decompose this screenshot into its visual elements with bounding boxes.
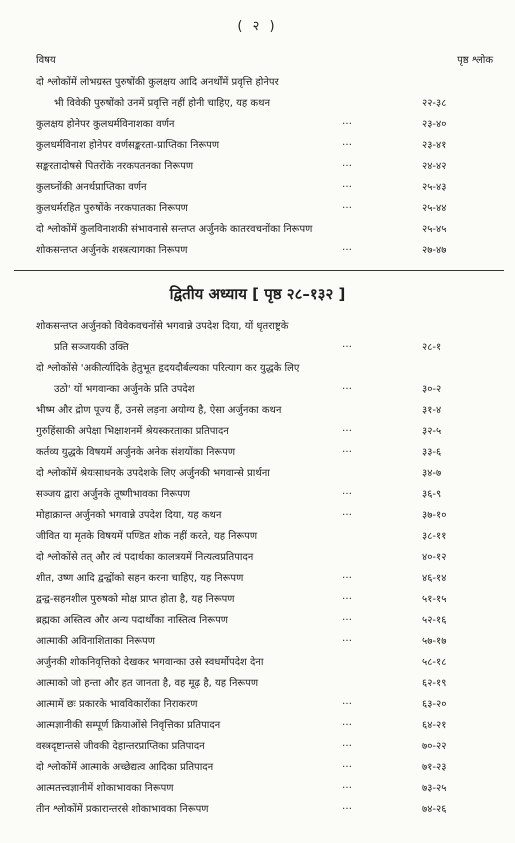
entry-text: अर्जुनकी शोकनिवृत्तिको देखकर भगवान्का उसे स्वधर्मोपदेश देना <box>36 657 264 668</box>
entry-text: दो श्लोकोंमें श्रेयःसाधनके उपदेशके लिए अर्जुनकी भगवान्से प्रार्थना <box>36 468 270 479</box>
entry-page-verse: २५-४३ <box>422 182 447 193</box>
entry-page-verse: ५२-१६ <box>422 615 447 626</box>
entry-text: प्रति सञ्जयकी उक्ति <box>54 342 129 353</box>
contents-entry <box>0 654 515 674</box>
entry-leader: … <box>342 507 352 518</box>
contents-entry <box>0 137 515 157</box>
entry-page-verse: २५-४५ <box>422 224 447 235</box>
entry-page-verse: ३८-११ <box>422 531 447 542</box>
contents-entry <box>0 633 515 653</box>
entry-page-verse: ३६-९ <box>422 489 442 500</box>
contents-entry <box>0 507 515 527</box>
contents-entry <box>0 738 515 758</box>
entry-leader: … <box>342 612 352 623</box>
contents-entry <box>0 318 515 338</box>
entry-text: शीत, उष्ण आदि द्वन्द्वोंको सहन करना चाहिए, यह निरूपण <box>36 573 244 584</box>
entry-text: शोकसन्तप्त अर्जुनके शस्त्रत्यागका निरूपण <box>36 245 188 256</box>
entry-text: कुलधर्मरहित पुरुषोंके नरकपातका निरूपण <box>36 203 188 214</box>
entry-page-verse: ७३-२५ <box>422 783 447 794</box>
entry-text: कुलघ्नोंकी अनर्थप्राप्तिका वर्णन <box>36 182 147 193</box>
entry-page-verse: ३२-५ <box>422 426 442 437</box>
entry-leader: … <box>342 158 352 169</box>
entry-text: कर्तव्य युद्धके विषयमें अर्जुनके अनेक संशयोंका निरूपण <box>36 447 236 458</box>
entry-text: तीन श्लोकोंमें प्रकारान्तरसे शोकाभावका निरूपण <box>36 804 209 815</box>
contents-entry <box>0 591 515 611</box>
entry-page-verse: २३-४० <box>422 119 447 130</box>
contents-entry <box>0 570 515 590</box>
contents-entry <box>0 402 515 422</box>
contents-entry <box>0 528 515 548</box>
entry-text: भीष्म और द्रोण पूज्य हैं, उनसे लड़ना अयोग्य है, ऐसा अर्जुनका कथन <box>36 405 282 416</box>
entry-page-verse: ७४-२६ <box>422 804 447 815</box>
entry-text: मोहाक्रान्त अर्जुनको भगवान्ने उपदेश दिया, यह कथन <box>36 510 222 521</box>
chapter-2-heading: द्वितीय अध्याय [ पृष्ठ २८–१३२ ] <box>169 285 346 303</box>
entry-leader: … <box>342 633 352 644</box>
entry-leader: … <box>342 381 352 392</box>
entry-page-verse: ३१-४ <box>422 405 442 416</box>
entry-page-verse: ३३-६ <box>422 447 442 458</box>
contents-entry <box>0 696 515 716</box>
contents-entry <box>0 179 515 199</box>
entry-leader: … <box>342 423 352 434</box>
entry-leader: … <box>342 801 352 812</box>
entry-page-verse: ३४-७ <box>422 468 442 479</box>
entry-text: दो श्लोकोंमें लोभग्रस्त पुरुषोंकी कुलक्षय आदि अनर्थोंमें प्रवृत्ति होनेपर <box>36 77 279 88</box>
entry-leader: … <box>342 137 352 148</box>
contents-entry <box>0 486 515 506</box>
entry-text: दो श्लोकोंसे तत् और त्वं पदार्थका कालत्रयमें नित्यत्वप्रतिपादन <box>36 552 254 563</box>
entry-page-verse: ७१-२३ <box>422 762 447 773</box>
entry-text: आत्मामें छः प्रकारके भावविकारोंका निराकरण <box>36 699 198 710</box>
entry-text: आत्मज्ञानीकी सम्पूर्ण क्रियाओंसे निवृत्तिका प्रतिपादन <box>36 720 221 731</box>
entry-page-verse: ५७-१७ <box>422 636 447 647</box>
entry-page-verse: २४-४२ <box>422 161 447 172</box>
contents-entry <box>0 339 515 359</box>
contents-entry <box>0 242 515 262</box>
entry-page-verse: ५१-१५ <box>422 594 447 605</box>
divider <box>14 270 504 271</box>
entry-leader: … <box>342 179 352 190</box>
entry-leader: … <box>342 738 352 749</box>
contents-entry <box>0 675 515 695</box>
entry-leader: … <box>342 780 352 791</box>
column-header-subject: विषय <box>36 55 56 66</box>
entry-page-verse: ५८-१८ <box>422 657 447 668</box>
contents-entry <box>0 381 515 401</box>
entry-text: आत्माकी अविनाशिताका निरूपण <box>36 636 155 647</box>
entry-leader: … <box>342 591 352 602</box>
entry-text: सङ्करतादोषसे पितरोंके नरकपतनका निरूपण <box>36 161 194 172</box>
entry-leader: … <box>342 200 352 211</box>
entry-text: द्वन्द्व-सहनशील पुरुषको मोक्ष प्राप्त होता है, यह निरूपण <box>36 594 235 605</box>
entry-leader: … <box>342 339 352 350</box>
entry-text: ब्रह्मका अस्तित्व और अन्य पदार्थोंका नास्तित्व निरूपण <box>36 615 228 626</box>
page-number: ( २ ) <box>237 19 278 34</box>
column-header-page-verse: पृष्ठ श्लोक <box>457 55 493 66</box>
entry-page-verse: २५-४४ <box>422 203 447 214</box>
contents-entry <box>0 221 515 241</box>
entry-leader: … <box>342 486 352 497</box>
contents-entry <box>0 116 515 136</box>
entry-page-verse: २८-१ <box>422 342 442 353</box>
entry-page-verse: ७०-२२ <box>422 741 447 752</box>
entry-leader: … <box>342 759 352 770</box>
entry-leader: … <box>342 242 352 253</box>
entry-text: कुलक्षय होनेपर कुलधर्मविनाशका वर्णन <box>36 119 175 130</box>
contents-entry <box>0 717 515 737</box>
entry-text: शोकसन्तप्त अर्जुनको विवेकवचनोंसे भगवान्ने उपदेश दिया, यों धृतराष्ट्रके <box>36 321 289 332</box>
entry-leader: … <box>342 444 352 455</box>
contents-entry <box>0 95 515 115</box>
entry-page-verse: ६३-२० <box>422 699 447 710</box>
contents-entry <box>0 74 515 94</box>
contents-entry <box>0 444 515 464</box>
entry-leader: … <box>342 696 352 707</box>
contents-entry <box>0 780 515 800</box>
contents-entry <box>0 549 515 569</box>
entry-page-verse: २३-४१ <box>422 140 447 151</box>
entry-text: उठो' यों भगवान्का अर्जुनके प्रति उपदेश <box>54 384 195 395</box>
contents-entry <box>0 158 515 178</box>
entry-page-verse: ६४-२१ <box>422 720 447 731</box>
entry-page-verse: ६२-१९ <box>422 678 447 689</box>
entry-text: दो श्लोकोंसे 'अकीर्त्यादिके हेतुभूत हृदयदौर्बल्यका परित्याग कर युद्धके लिए <box>36 363 300 374</box>
entry-text: कुलधर्मविनाश होनेपर वर्णसङ्करता-प्राप्तिका निरूपण <box>36 140 220 151</box>
entry-text: आत्माको जो हन्ता और हत जानता है, वह मूढ़ है, यह निरूपण <box>36 678 259 689</box>
entry-leader: … <box>342 717 352 728</box>
contents-entry <box>0 465 515 485</box>
entry-text: भी विवेकी पुरुषोंको उनमें प्रवृत्ति नहीं होनी चाहिए, यह कथन <box>54 98 271 109</box>
entry-page-verse: ३०-२ <box>422 384 442 395</box>
entry-text: दो श्लोकोंमें आत्माके अच्छेद्यत्व आदिका प्रतिपादन <box>36 762 214 773</box>
contents-entry <box>0 759 515 779</box>
entry-text: सञ्जय द्वारा अर्जुनके तूष्णीभावका निरूपण <box>36 489 191 500</box>
entry-page-verse: ३७-१० <box>422 510 447 521</box>
entry-text: दो श्लोकोंमें कुलविनाशकी संभावनासे सन्तप्त अर्जुनके कातरवचनोंका निरूपण <box>36 224 313 235</box>
entry-text: जीवित या मृतके विषयमें पण्डित शोक नहीं करते, यह निरूपण <box>36 531 258 542</box>
contents-entry <box>0 360 515 380</box>
entry-page-verse: २२-३८ <box>422 98 447 109</box>
entry-page-verse: २७-४७ <box>422 245 447 256</box>
entry-text: गुरुहिंसाकी अपेक्षा भिक्षाशनमें श्रेयस्करताका प्रतिपादन <box>36 426 229 437</box>
entry-text: आत्मतत्त्वज्ञानीमें शोकाभावका निरूपण <box>36 783 174 794</box>
entry-text: वस्त्रदृष्टान्तसे जीवकी देहान्तरप्राप्तिका प्रतिपादन <box>36 741 205 752</box>
contents-entry <box>0 200 515 220</box>
entry-leader: … <box>342 116 352 127</box>
entry-page-verse: ४६-१४ <box>422 573 447 584</box>
contents-entry <box>0 801 515 821</box>
contents-entry <box>0 423 515 443</box>
entry-page-verse: ४०-१२ <box>422 552 447 563</box>
contents-entry <box>0 612 515 632</box>
entry-leader: … <box>342 570 352 581</box>
